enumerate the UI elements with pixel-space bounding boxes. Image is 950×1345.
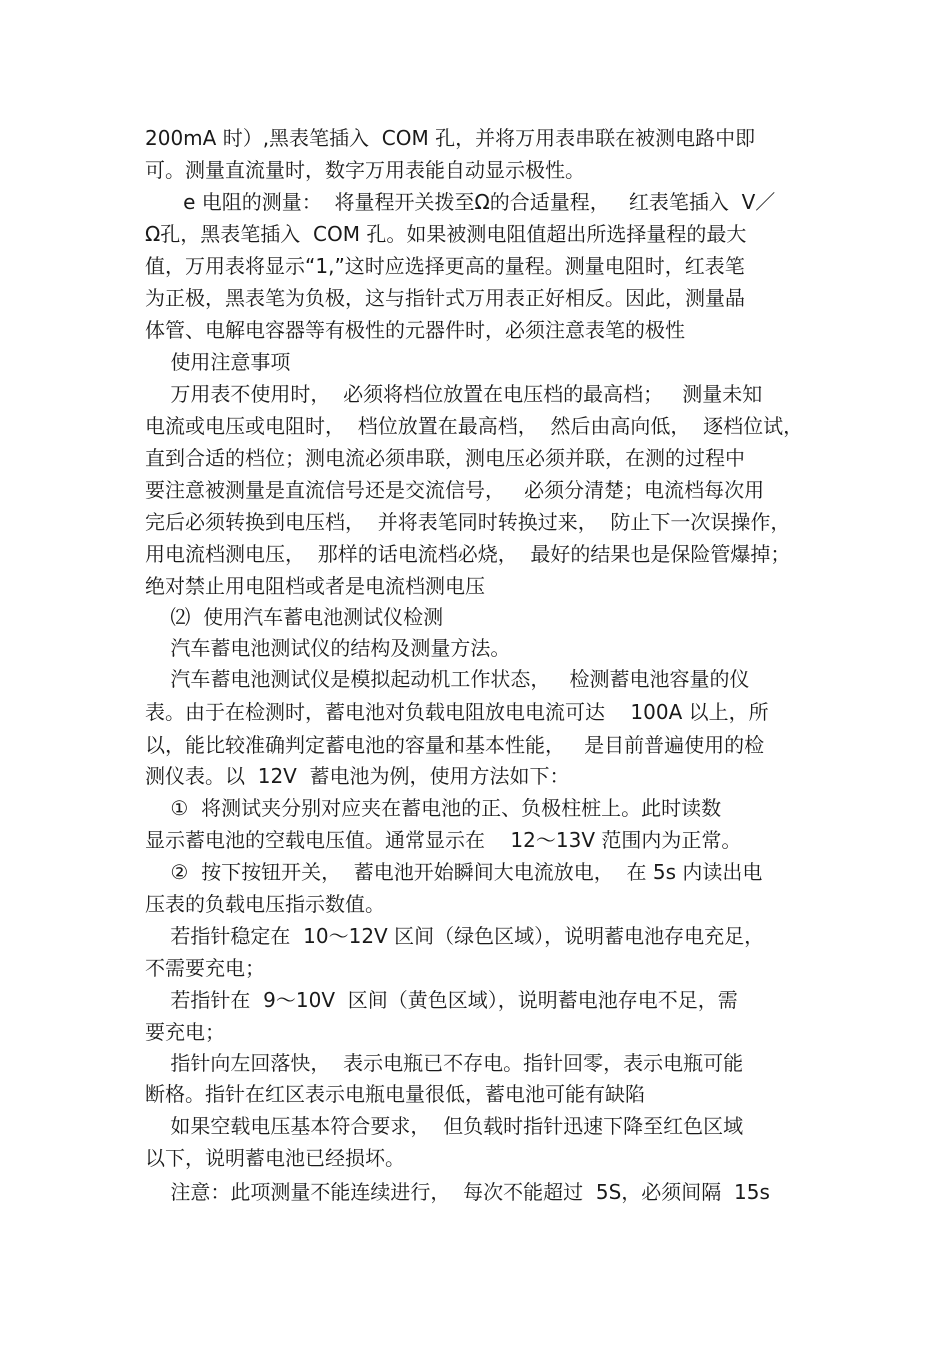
text-line: 若指针稳定在 10～12V 区间（绿色区域），说明蓄电池存电充足，: [145, 924, 765, 948]
text-line: 要注意被测量是直流信号还是交流信号， 必须分清楚；电流档每次用: [145, 478, 765, 502]
text-line: ① 将测试夹分别对应夹在蓄电池的正、负极柱桩上。此时读数: [145, 796, 722, 820]
text-line: 汽车蓄电池测试仪的结构及测量方法。: [145, 636, 511, 660]
text-line: e 电阻的测量： 将量程开关拨至Ω的合适量程， 红表笔插入 V／: [145, 190, 776, 214]
text-line: ② 按下按钮开关， 蓄电池开始瞬间大电流放电， 在 5s 内读出电: [145, 860, 763, 884]
text-line: 为正极，黑表笔为负极，这与指针式万用表正好相反。因此，测量晶: [145, 286, 745, 310]
text-line: Ω孔，黑表笔插入 COM 孔。如果被测电阻值超出所选择量程的最大: [145, 222, 747, 246]
text-line: 用电流档测电压， 那样的话电流档必烧， 最好的结果也是保险管爆掉；: [145, 542, 791, 566]
text-line: 可。测量直流量时，数字万用表能自动显示极性。: [145, 158, 585, 182]
text-line: 要充电；: [145, 1020, 225, 1044]
section-heading: 使用注意事项: [145, 350, 291, 374]
text-line: 表。由于在检测时，蓄电池对负载电阻放电电流可达 100A 以上，所: [145, 700, 769, 724]
text-line: 若指针在 9～10V 区间（黄色区域），说明蓄电池存电不足，需: [145, 988, 738, 1012]
text-line: 万用表不使用时， 必须将档位放置在电压档的最高档； 测量未知: [145, 382, 763, 406]
text-line: 绝对禁止用电阻档或者是电流档测电压: [145, 574, 485, 598]
text-line: 指针向左回落快， 表示电瓶已不存电。指针回零，表示电瓶可能: [145, 1051, 744, 1075]
text-line: 值，万用表将显示“1,”这时应选择更高的量程。测量电阻时，红表笔: [145, 254, 745, 278]
text-line: 不需要充电；: [145, 956, 265, 980]
text-line: 注意：此项测量不能连续进行， 每次不能超过 5S，必须间隔 15s: [145, 1180, 770, 1204]
text-line: 测仪表。以 12V 蓄电池为例，使用方法如下：: [145, 764, 570, 788]
text-line: 完后必须转换到电压档， 并将表笔同时转换过来， 防止下一次误操作，: [145, 510, 791, 534]
text-line: 断格。指针在红区表示电瓶电量很低，蓄电池可能有缺陷: [145, 1082, 645, 1106]
text-line: 如果空载电压基本符合要求， 但负载时指针迅速下降至红色区域: [145, 1114, 744, 1138]
text-line: 电流或电压或电阻时， 档位放置在最高档， 然后由高向低， 逐档位试，: [145, 414, 804, 438]
section-heading: ⑵ 使用汽车蓄电池测试仪检测: [145, 605, 444, 629]
text-line: 压表的负载电压指示数值。: [145, 892, 385, 916]
text-line: 200mA 时）,黑表笔插入 COM 孔，并将万用表串联在被测电路中即: [145, 126, 756, 150]
text-line: 以下，说明蓄电池已经损坏。: [145, 1146, 405, 1170]
text-line: 汽车蓄电池测试仪是模拟起动机工作状态， 检测蓄电池容量的仪: [145, 667, 750, 691]
text-line: 显示蓄电池的空载电压值。通常显示在 12～13V 范围内为正常。: [145, 828, 742, 852]
text-line: 体管、电解电容器等有极性的元器件时，必须注意表笔的极性: [145, 318, 685, 342]
text-line: 以，能比较准确判定蓄电池的容量和基本性能， 是目前普遍使用的检: [145, 733, 765, 757]
text-line: 直到合适的档位；测电流必须串联，测电压必须并联，在测的过程中: [145, 446, 745, 470]
